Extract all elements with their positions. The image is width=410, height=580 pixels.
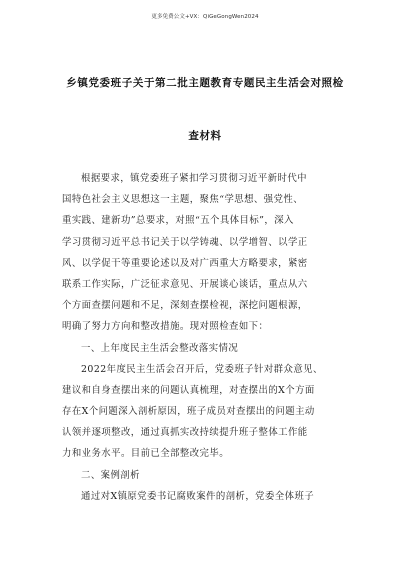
paragraph-line: 建议和自身查摆出来的问题认真梳理，对查摆出的X个方面 bbox=[62, 384, 315, 396]
paragraph-line: 明确了努力方向和整改措施。现对照检查如下： bbox=[62, 321, 269, 333]
paragraph-line: 力和业务水平。目前已全部整改完毕。 bbox=[62, 448, 230, 460]
paragraph-line: 重实践、建新功”总要求，对照“五个具体目标”，深入 bbox=[62, 215, 294, 227]
paragraph-line: 根据要求，镇党委班子紧扣学习贯彻习近平新时代中 bbox=[81, 173, 307, 184]
paragraph-line: 2022年度民主生活会召开后，党委班子针对群众意见、 bbox=[81, 363, 323, 375]
header-note: 更多免费公文+VX：QiGeGongWen2024 bbox=[151, 14, 259, 20]
paragraph-line: 国特色社会主义思想这一主题，聚焦“学思想、强党性、 bbox=[62, 194, 304, 206]
paragraph-line: 学习贯彻习近平总书记关于以学铸魂、以学增智、以学正 bbox=[62, 236, 308, 248]
document-title-line-2: 查材料 bbox=[188, 130, 222, 142]
document-body bbox=[62, 168, 352, 507]
paragraph-line: 存在X个问题深入剖析原因，班子成员对查摆出的问题主动 bbox=[62, 406, 315, 418]
paragraph-line: 通过对X镇原党委书记腐败案件的剖析，党委全体班子 bbox=[81, 490, 315, 502]
section-heading: 二、案例剖析 bbox=[81, 469, 140, 481]
paragraph-line: 风、以学促干等重要论述以及对广西重大方略要求，紧密 bbox=[62, 257, 308, 269]
document-title-line-1: 乡镇党委班子关于第二批主题教育专题民主生活会对照检 bbox=[66, 77, 344, 89]
paragraph-line: 个方面查摆问题和不足，深刻查摆检视，深挖问题根源， bbox=[62, 300, 308, 312]
paragraph-line: 联系工作实际，广泛征求意见、开展谈心谈话，重点从六 bbox=[62, 278, 308, 290]
paragraph-line: 认领并逐项整改，通过真抓实改持续提升班子整体工作能 bbox=[62, 427, 308, 439]
section-heading: 一、上年度民主生活会整改落实情况 bbox=[81, 342, 239, 354]
